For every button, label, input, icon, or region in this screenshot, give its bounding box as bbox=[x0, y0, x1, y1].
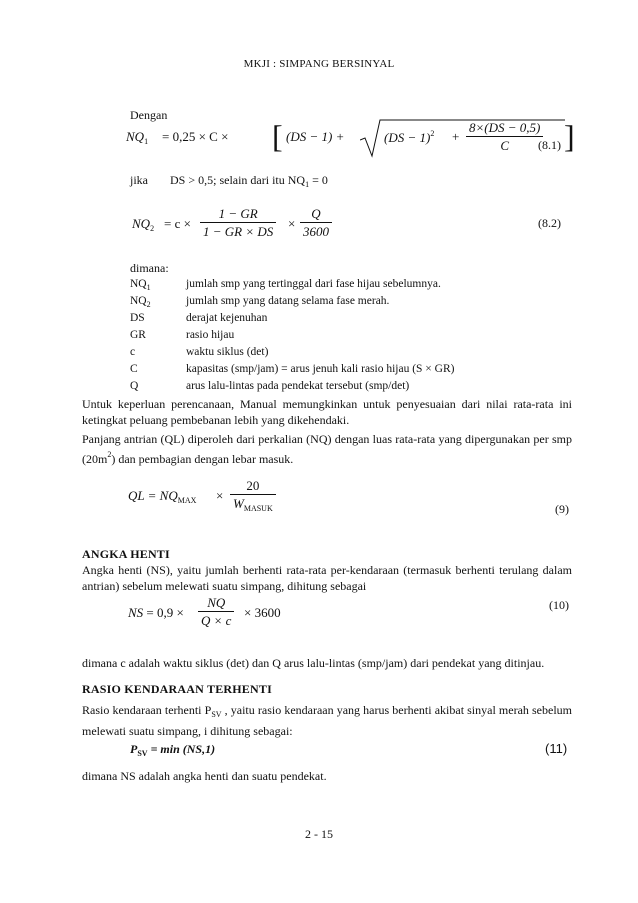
condition-label: jika bbox=[130, 173, 148, 187]
eq81-root-fraction: $\frac{8\times(DS - 0,5)}{C}$ bbox=[466, 120, 543, 153]
definition-symbol: $NQ_2$ bbox=[130, 295, 151, 309]
eq9-times: × bbox=[216, 488, 224, 503]
eq82-number: (8.2) bbox=[538, 216, 561, 230]
definition-description: jumlah smp yang tertinggal dari fase hijau sebelumnya. bbox=[186, 278, 441, 290]
eq9-number: (9) bbox=[555, 502, 569, 516]
condition-text: DS > 0,5; selain dari itu $NQ_1 = 0$ bbox=[170, 173, 328, 189]
definition-row bbox=[130, 312, 454, 329]
eq81-right-bracket: ] bbox=[564, 118, 575, 154]
eq81-term1: (DS − 1) + bbox=[286, 129, 345, 144]
eq9-fraction: 20 $W_{MASUK}$ bbox=[230, 478, 276, 516]
paragraph-planning: Untuk keperluan perencanaan, Manual memungkinkan untuk penyesuaian dari nilai rata-rata ini ketingkat peluang pembebanan lebih yang dikehendaki. bbox=[82, 397, 572, 427]
page-header: MKJI : SIMPANG BERSINYAL bbox=[243, 58, 395, 70]
paragraph-queue-length: Panjang antrian (QL) diperoleh dari perkalian (NQ) dengan luas rata-rata yang dipergunakan per smp $(20m^2)$ dan pembagian dengan lebar masuk. bbox=[82, 432, 572, 466]
eq81-left-bracket: [ bbox=[272, 118, 283, 154]
definition-description: derajat kejenuhan bbox=[186, 312, 268, 324]
definition-row bbox=[130, 380, 454, 397]
definition-symbol: DS bbox=[130, 312, 145, 324]
eq81-coef: = 0,25 × C × bbox=[162, 129, 229, 144]
section-text-rasio: Rasio kendaraan terhenti $P_{SV}$ , yaitu rasio kendaraan yang harus berhenti akibat sinyal merah sebelum melewati suatu simpang, i dihitung sebagai: bbox=[82, 703, 572, 738]
eq82-lhs: $NQ_2$ bbox=[132, 216, 155, 233]
paragraph-cycle-time: dimana c adalah waktu siklus (det) dan Q arus lalu-lintas (smp/jam) dari pendekat yang ditinjau. bbox=[82, 656, 545, 670]
eq82-coef: = c × bbox=[164, 216, 191, 231]
eq81-root-a: (DS − 1)$^2$ bbox=[384, 129, 435, 145]
intro-label: Dengan bbox=[130, 108, 168, 122]
definition-row bbox=[130, 363, 454, 380]
eq81-lhs: $NQ_1$ bbox=[126, 129, 149, 146]
definition-row bbox=[130, 278, 454, 295]
eq10-fraction: $\frac{NQ}{Q \times c}$ bbox=[198, 595, 234, 628]
definition-description: rasio hijau bbox=[186, 329, 235, 341]
definition-description: waktu siklus (det) bbox=[186, 346, 269, 358]
definition-symbol: $NQ_1$ bbox=[130, 278, 151, 292]
definition-symbol: c bbox=[130, 346, 136, 358]
definition-symbol: GR bbox=[130, 329, 146, 341]
definition-row bbox=[130, 346, 454, 363]
definition-row bbox=[130, 295, 454, 312]
eq10-lhs: NS = 0,9 × bbox=[128, 605, 184, 620]
definition-description: jumlah smp yang datang selama fase merah. bbox=[186, 295, 390, 307]
definitions-label: dimana: bbox=[130, 261, 169, 275]
eq10-number: (10) bbox=[549, 598, 569, 612]
section-heading-rasio: RASIO KENDARAAN TERHENTI bbox=[82, 682, 272, 696]
section-text-angka-henti: Angka henti (NS), yaitu jumlah berhenti rata-rata per-kendaraan (termasuk berhenti terulang dalam antrian) sebelum melewati suatu simpang, dihitung sebagai bbox=[82, 563, 572, 593]
eq10-rhs: × 3600 bbox=[244, 605, 281, 620]
eq82-fraction-2: $\frac{Q}{3600}$ bbox=[300, 206, 332, 239]
page-number: 2 - 15 bbox=[305, 827, 333, 841]
eq81-plus: + bbox=[452, 129, 460, 144]
section-heading-angka-henti: ANGKA HENTI bbox=[82, 547, 170, 561]
eq82-times: × bbox=[288, 216, 296, 231]
eq82-fraction-1: $\frac{1 - GR}{1 - GR \times DS}$ bbox=[200, 206, 276, 239]
eq9-lhs: QL = $NQ_{MAX}$ bbox=[128, 488, 197, 505]
definition-description: arus lalu-lintas pada pendekat tersebut (smp/det) bbox=[186, 380, 410, 392]
eq11-number: (11) bbox=[545, 741, 568, 756]
equation-11: $P_{SV} = \min (NS,1)$ bbox=[130, 742, 216, 758]
eq81-number: (8.1) bbox=[538, 138, 561, 152]
definition-symbol: Q bbox=[130, 380, 139, 392]
definition-row bbox=[130, 329, 454, 346]
definition-description: kapasitas (smp/jam) = arus jenuh kali rasio hijau (S × GR) bbox=[186, 363, 455, 375]
definition-symbol: C bbox=[130, 363, 138, 375]
paragraph-ns-definition: dimana NS adalah angka henti dan suatu pendekat. bbox=[82, 769, 327, 783]
definitions-table bbox=[130, 278, 454, 397]
